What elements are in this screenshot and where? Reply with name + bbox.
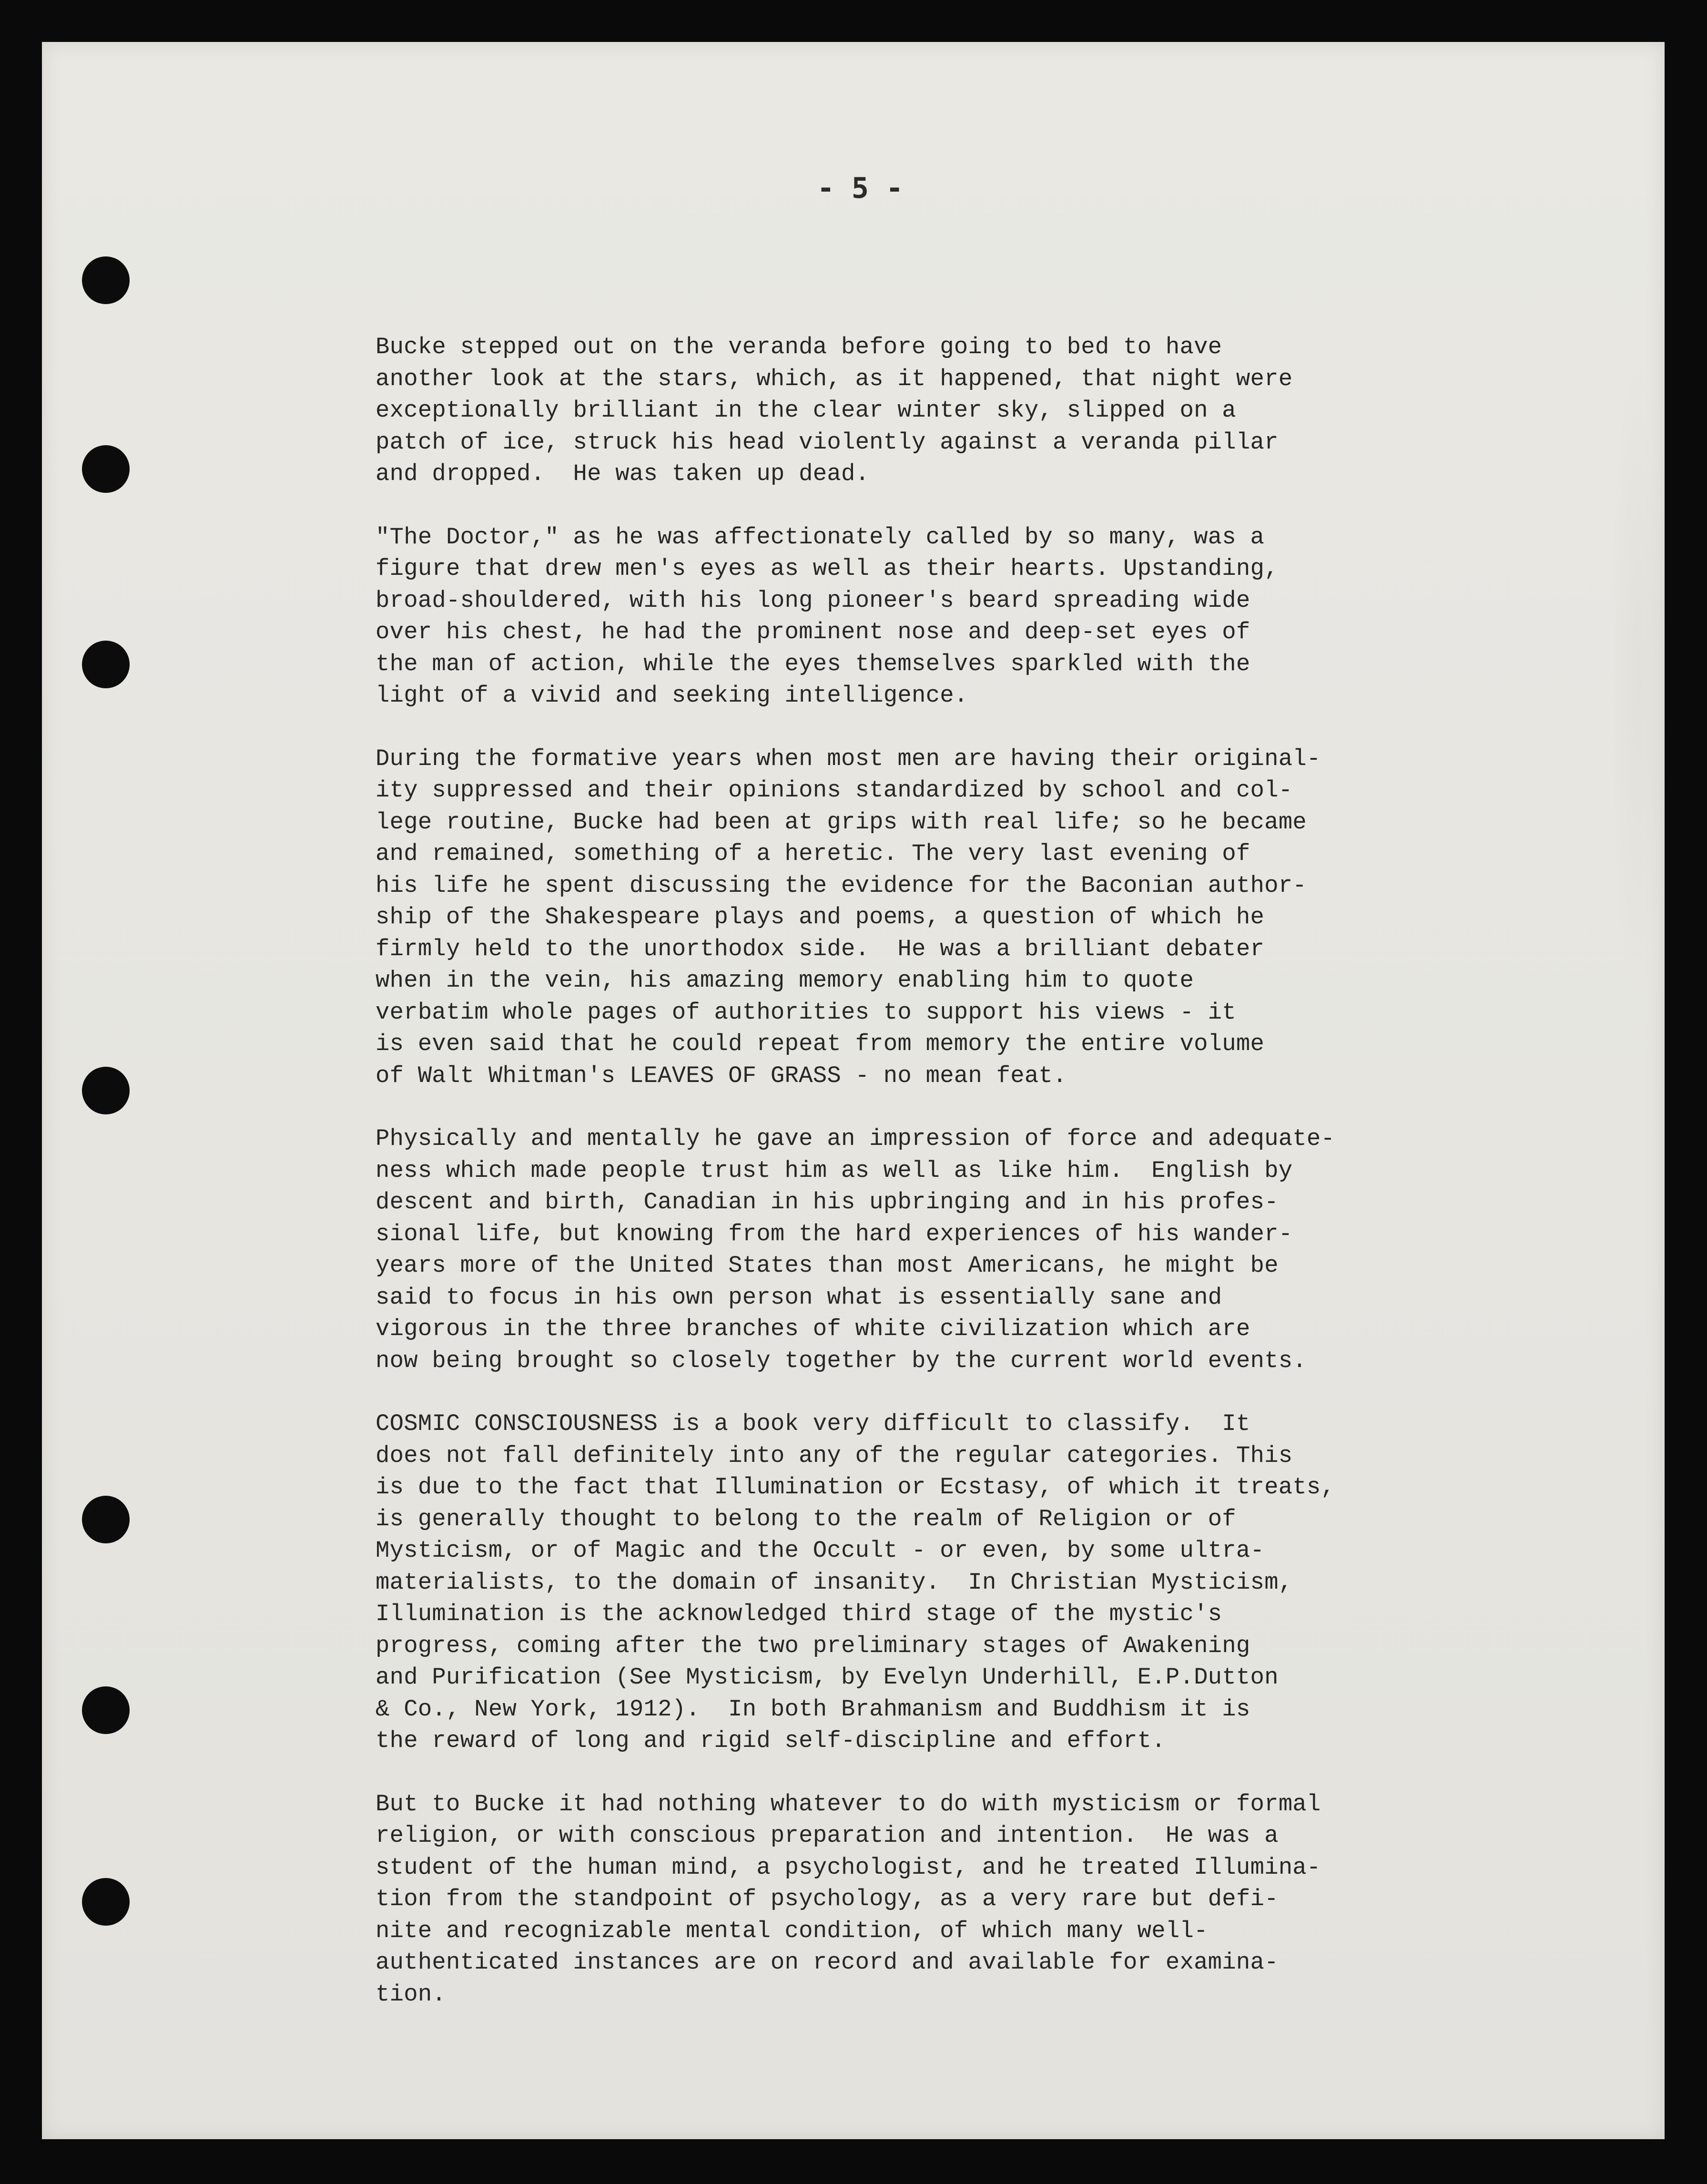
text-line: ship of the Shakespeare plays and poems, a question of which he [376,904,1265,930]
text-line: years more of the United States than most Americans, he might be [376,1252,1279,1279]
text-line: his life he spent discussing the evidence for the Baconian author- [376,872,1307,899]
paragraph [376,331,1481,490]
text-line: is generally thought to belong to the realm of Religion or of [376,1505,1236,1532]
faint-bleed-through-marks [1610,337,1667,1005]
paragraph [376,1788,1481,2011]
text-line: over his chest, he had the prominent nose and deep-set eyes of [376,619,1250,645]
paragraph [376,1408,1481,1757]
paragraph [376,521,1481,712]
binder-hole [82,1067,130,1114]
body-text [376,331,1481,2041]
binder-hole [82,256,130,304]
text-line: materialists, to the domain of insanity. In Christian Mysticism, [376,1569,1293,1596]
text-line: when in the vein, his amazing memory enabling him to quote [376,967,1194,994]
paragraph [376,1123,1481,1377]
text-line: figure that drew men's eyes as well as their hearts. Upstanding, [376,555,1279,582]
text-line: During the formative years when most men are having their original- [376,745,1321,772]
text-line: Bucke stepped out on the veranda before going to bed to have [376,334,1222,360]
text-line: religion, or with conscious preparation and intention. He was a [376,1822,1279,1849]
binder-hole [82,641,130,688]
text-line: another look at the stars, which, as it happened, that night were [376,365,1293,392]
text-line: progress, coming after the two preliminary stages of Awakening [376,1632,1250,1659]
text-line: exceptionally brilliant in the clear winter sky, slipped on a [376,397,1236,424]
text-line: tion from the standpoint of psychology, as a very rare but defi- [376,1886,1279,1912]
text-line: descent and birth, Canadian in his upbringing and in his profes- [376,1189,1279,1215]
text-line: of Walt Whitman's LEAVES OF GRASS - no mean feat. [376,1062,1067,1089]
text-line: Mysticism, or of Magic and the Occult - or even, by some ultra- [376,1537,1265,1564]
page-number: - 5 - [817,172,904,205]
text-line: firmly held to the unorthodox side. He was a brilliant debater [376,935,1265,962]
text-line: nite and recognizable mental condition, of which many well- [376,1917,1208,1944]
text-line: is even said that he could repeat from memory the entire volume [376,1031,1265,1057]
text-line: verbatim whole pages of authorities to support his views - it [376,999,1236,1026]
binder-hole [82,445,130,493]
binder-hole [82,1686,130,1734]
text-line: patch of ice, struck his head violently against a veranda pillar [376,429,1279,456]
text-line: sional life, but knowing from the hard experiences of his wander- [376,1220,1293,1247]
text-line: Illumination is the acknowledged third stage of the mystic's [376,1601,1222,1627]
binder-hole [82,1878,130,1926]
text-line: the reward of long and rigid self-discipline and effort. [376,1727,1166,1754]
text-line: Physically and mentally he gave an impression of force and adequate- [376,1125,1335,1152]
text-line: broad-shouldered, with his long pioneer's beard spreading wide [376,587,1250,614]
text-line: and Purification (See Mysticism, by Evelyn Underhill, E.P.Dutton [376,1664,1279,1691]
text-line: "The Doctor," as he was affectionately called by so many, was a [376,523,1265,551]
text-line: vigorous in the three branches of white civilization which are [376,1316,1250,1342]
text-line: now being brought so closely together by the current world events. [376,1347,1307,1374]
text-line: But to Bucke it had nothing whatever to do with mysticism or formal [376,1790,1321,1817]
text-line: lege routine, Bucke had been at grips with real life; so he became [376,808,1307,836]
paragraph [376,743,1481,1092]
text-line: tion. [376,1980,447,2008]
text-line: and remained, something of a heretic. The very last evening of [376,840,1250,867]
text-line: does not fall definitely into any of the regular categories. This [376,1442,1293,1469]
text-line: and dropped. He was taken up dead. [376,460,870,487]
text-line: light of a vivid and seeking intelligence. [376,682,968,709]
text-line: student of the human mind, a psychologist, and he treated Illumina- [376,1854,1321,1881]
text-line: authenticated instances are on record and available for examina- [376,1949,1279,1976]
text-line: the man of action, while the eyes themselves sparkled with the [376,650,1250,677]
text-line: & Co., New York, 1912). In both Brahmanism and Buddhism it is [376,1695,1250,1723]
text-line: COSMIC CONSCIOUSNESS is a book very difficult to classify. It [376,1410,1250,1437]
text-line: ness which made people trust him as well as like him. English by [376,1157,1293,1184]
binder-hole [82,1496,130,1543]
text-line: is due to the fact that Illumination or Ecstasy, of which it treats, [376,1474,1335,1500]
text-line: said to focus in his own person what is essentially sane and [376,1284,1222,1311]
text-line: ity suppressed and their opinions standardized by school and col- [376,777,1293,804]
